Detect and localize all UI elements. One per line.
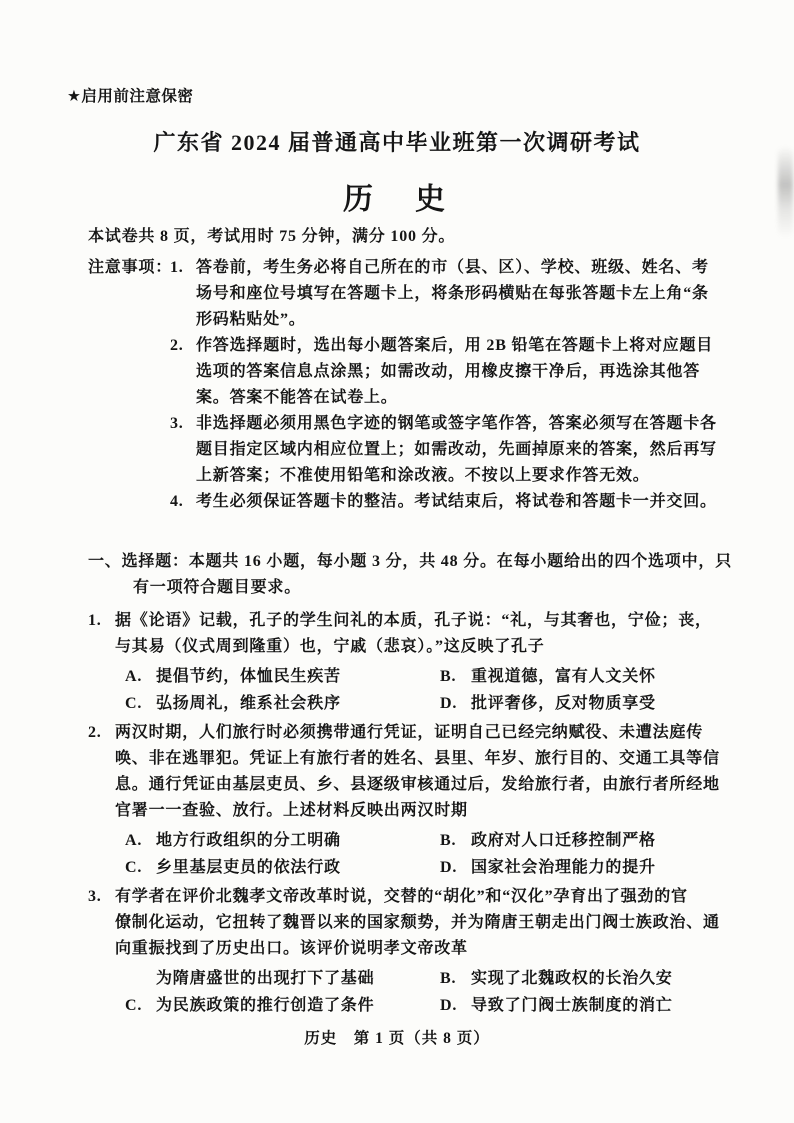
note-number: 2.	[170, 337, 184, 354]
question-body	[115, 608, 722, 717]
paper-info: 本试卷共 8 页，考试用时 75 分钟，满分 100 分。	[88, 228, 456, 245]
option-d	[440, 690, 722, 717]
paper-content	[88, 224, 733, 1019]
option-text: 弘扬周礼，维系社会秩序	[156, 695, 341, 712]
notes-label: 注意事项：	[88, 259, 173, 276]
note-text-line: 上新答案；不准使用铅笔和涂改液。不按以上要求作答无效。	[196, 467, 650, 484]
security-note: ★启用前注意保密	[67, 88, 194, 105]
question-stem-line: 唤、非在逃罪犯。凭证上有旅行者的姓名、县里、年岁、旅行目的、交通工具等信	[115, 750, 720, 767]
note-text-line: 题目指定区域内相应位置上；如需改动，先画掉原来的答案，然后再写	[196, 441, 717, 458]
options-grid	[125, 663, 722, 717]
note-item	[88, 489, 722, 515]
options-grid	[125, 827, 722, 881]
option-letter: B.	[440, 832, 457, 849]
option-text: 提倡节约，体恤民生疾苦	[156, 668, 341, 685]
option-letter: D.	[440, 859, 458, 876]
option-text: 为民族政策的推行创造了条件	[156, 997, 375, 1014]
question-stem-line: 向重振找到了历史出口。该评价说明孝文帝改革	[115, 940, 468, 957]
option-text: 实现了北魏政权的长治久安	[471, 970, 673, 987]
question-number: 1.	[88, 612, 102, 629]
option-c	[125, 854, 440, 881]
note-indent-spacer	[88, 333, 170, 411]
option-letter: B.	[440, 668, 457, 685]
option-letter: C.	[125, 997, 143, 1014]
question-body	[115, 720, 722, 881]
option-a	[125, 827, 440, 854]
option-text: 重视道德，富有人文关怀	[471, 668, 656, 685]
option-text: 国家社会治理能力的提升	[471, 859, 656, 876]
note-text	[196, 333, 722, 411]
subject-title: 历 史	[343, 183, 451, 216]
question-stem-line: 据《论语》记载，孔子的学生问礼的本质，孔子说：“礼，与其奢也，宁俭；丧，	[115, 612, 712, 629]
note-item	[88, 411, 722, 489]
question-number: 3.	[88, 888, 102, 905]
option-letter: A.	[125, 832, 143, 849]
option-letter: D.	[440, 695, 458, 712]
note-text-line: 场号和座位号填写在答题卡上，将条形码横贴在每张答题卡左上角“条	[196, 285, 709, 302]
note-text-line: 形码粘贴处”。	[196, 311, 306, 328]
option-b	[440, 663, 722, 690]
section-header-line: 一、选择题：本题共 16 小题，每小题 3 分，共 48 分。在每小题给出的四个选项中，只	[88, 553, 733, 570]
option-b	[440, 827, 722, 854]
note-item	[88, 333, 722, 411]
question-body	[115, 884, 722, 1019]
section-header	[88, 549, 733, 601]
question-stem-line: 息。通行凭证由基层吏员、乡、县逐级审核通过后，发给旅行者，由旅行者所经地	[115, 776, 720, 793]
question-1	[88, 608, 722, 717]
option-text: 地方行政组织的分工明确	[156, 832, 341, 849]
option-a	[125, 663, 440, 690]
exam-title: 广东省 2024 届普通高中毕业班第一次调研考试	[153, 130, 641, 155]
note-text	[196, 255, 722, 333]
page-footer: 历史 第 1 页（共 8 页）	[304, 1030, 490, 1047]
question-stem-line: 有学者在评价北魏孝文帝改革时说，交替的“胡化”和“汉化”孕育出了强劲的官	[115, 888, 688, 905]
note-indent-spacer	[88, 489, 170, 515]
option-letter: B.	[440, 970, 457, 987]
option-text: 乡里基层吏员的依法行政	[156, 859, 341, 876]
note-text-line: 考生必须保证答题卡的整洁。考试结束后，将试卷和答题卡一并交回。	[196, 493, 717, 510]
option-c	[125, 992, 440, 1019]
question-3	[88, 884, 722, 1019]
option-d	[440, 992, 722, 1019]
note-indent-spacer	[88, 411, 170, 489]
note-number: 4.	[170, 493, 184, 510]
option-d	[440, 854, 722, 881]
option-letter: D.	[440, 997, 458, 1014]
note-number: 3.	[170, 415, 184, 432]
note-text	[196, 489, 722, 515]
option-text: 批评奢侈，反对物质享受	[471, 695, 656, 712]
option-letter	[125, 965, 156, 992]
question-stem-line: 官署一一查验、放行。上述材料反映出两汉时期	[115, 802, 468, 819]
option-letter: A.	[125, 668, 143, 685]
note-text-line: 案。答案不能答在试卷上。	[196, 389, 398, 406]
notes-block	[88, 255, 722, 515]
note-text-line: 作答选择题时，选出每小题答案后，用 2B 铅笔在答题卡上将对应题目	[196, 337, 714, 354]
note-text-line: 选项的答案信息点涂黑；如需改动，用橡皮擦干净后，再选涂其他答	[196, 363, 701, 380]
question-stem-line: 与其易（仪式周到隆重）也，宁戚（悲哀）。”这反映了孔子	[115, 638, 545, 655]
option-letter: C.	[125, 859, 143, 876]
question-stem-line: 两汉时期，人们旅行时必须携带通行凭证，证明自己已经完纳赋役、未遭法庭传	[115, 724, 704, 741]
option-text: 为隋唐盛世的出现打下了基础	[156, 970, 375, 987]
note-item	[88, 255, 722, 333]
options-grid	[125, 965, 722, 1019]
note-text-line: 非选择题必须用黑色字迹的钢笔或签字笔作答，答案必须写在答题卡各	[196, 415, 717, 432]
question-2	[88, 720, 722, 881]
option-a	[125, 965, 440, 992]
section-header-line: 有一项符合题目要求。	[133, 579, 302, 596]
scan-smudge-artifact	[778, 146, 793, 238]
option-text: 政府对人口迁移控制严格	[471, 832, 656, 849]
note-text	[196, 411, 722, 489]
note-text-line: 答卷前，考生务必将自己所在的市（县、区）、学校、班级、姓名、考	[196, 259, 709, 276]
option-c	[125, 690, 440, 717]
note-number: 1.	[170, 259, 184, 276]
option-letter: C.	[125, 695, 143, 712]
option-text: 导致了门阀士族制度的消亡	[471, 997, 673, 1014]
option-b	[440, 965, 722, 992]
question-stem-line: 僚制化运动，它扭转了魏晋以来的国家颓势，并为隋唐王朝走出门阀士族政治、通	[115, 914, 720, 931]
question-number: 2.	[88, 724, 102, 741]
